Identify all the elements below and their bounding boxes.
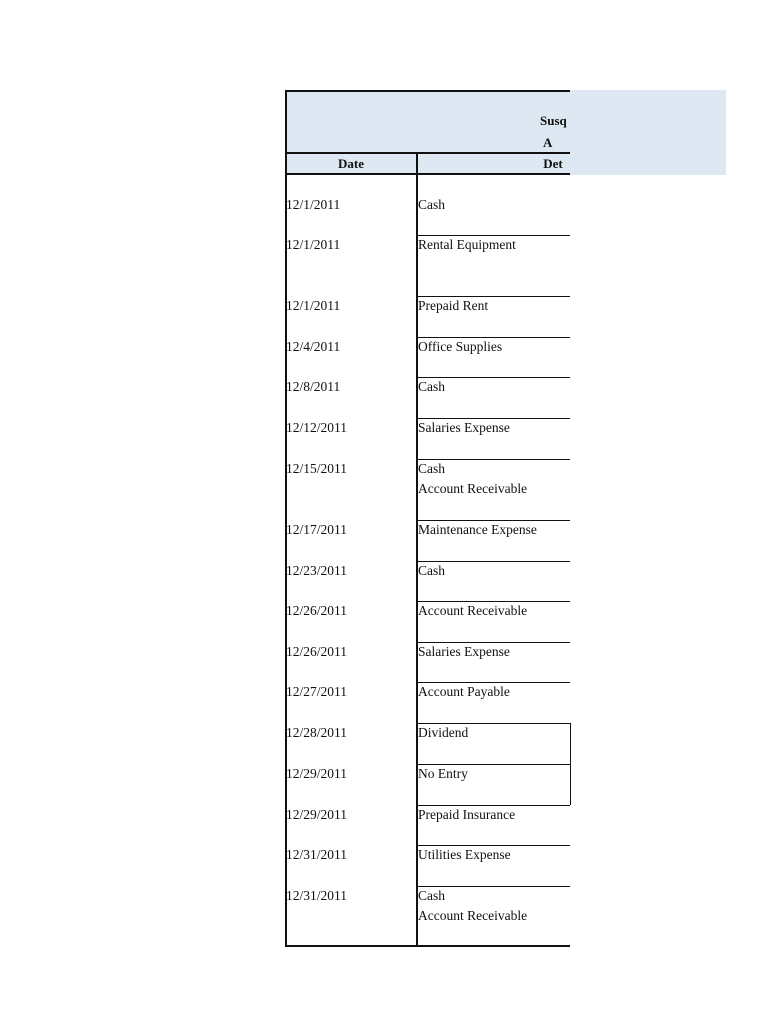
- row-description: [418, 682, 510, 702]
- row-date: 12/28/2011: [286, 725, 348, 740]
- row-date: 12/1/2011: [286, 298, 341, 313]
- row-right-border: [570, 723, 571, 805]
- account-name: Salaries Expense: [418, 420, 510, 435]
- header-divider: [285, 152, 570, 154]
- row-description: [418, 459, 527, 499]
- row-date: 12/31/2011: [286, 847, 348, 862]
- account-name: Account Receivable: [418, 481, 528, 496]
- account-name: No Entry: [418, 766, 468, 781]
- row-description: [418, 642, 510, 662]
- row-date: 12/17/2011: [286, 522, 348, 537]
- row-description: [418, 845, 511, 865]
- account-name: Prepaid Insurance: [418, 807, 516, 822]
- row-date: 12/1/2011: [286, 197, 341, 212]
- row-description: [418, 561, 445, 581]
- row-date: 12/27/2011: [286, 684, 348, 699]
- row-description: [418, 520, 537, 540]
- account-name: Account Receivable: [418, 908, 528, 923]
- row-description: [418, 235, 516, 255]
- account-name: Office Supplies: [418, 339, 503, 354]
- column-header-date: Date: [338, 156, 364, 171]
- row-date: 12/23/2011: [286, 563, 348, 578]
- account-name: Cash: [418, 563, 445, 578]
- account-name: Dividend: [418, 725, 469, 740]
- account-name: Rental Equipment: [418, 237, 516, 252]
- row-date: 12/15/2011: [286, 461, 348, 476]
- account-name: Cash: [418, 461, 445, 476]
- row-description: [418, 296, 488, 316]
- row-date: 12/12/2011: [286, 420, 348, 435]
- row-description: [418, 377, 445, 397]
- row-description: [418, 418, 510, 438]
- title-line-2: A: [543, 135, 553, 150]
- row-description: [418, 805, 515, 825]
- row-description: [418, 601, 527, 621]
- table-bottom-border: [285, 945, 570, 947]
- row-description: [418, 886, 527, 926]
- account-name: Maintenance Expense: [418, 522, 537, 537]
- row-date: 12/31/2011: [286, 888, 348, 903]
- row-description: [418, 195, 445, 215]
- column-header-divider: [285, 173, 570, 175]
- account-name: Prepaid Rent: [418, 298, 489, 313]
- row-date: 12/1/2011: [286, 237, 341, 252]
- row-description: [418, 337, 502, 357]
- account-name: Salaries Expense: [418, 644, 510, 659]
- row-description: [418, 764, 468, 784]
- account-name: Utilities Expense: [418, 847, 511, 862]
- row-description: [418, 723, 468, 743]
- row-date: 12/29/2011: [286, 807, 348, 822]
- account-name: Account Payable: [418, 684, 510, 699]
- column-header-description-label: Det: [543, 156, 563, 171]
- column-divider: [416, 152, 418, 947]
- row-date: 12/8/2011: [286, 379, 341, 394]
- row-date: 12/29/2011: [286, 766, 348, 781]
- account-name: Cash: [418, 888, 445, 903]
- table-top-border: [285, 90, 570, 92]
- title-line-1: Susq: [540, 113, 567, 128]
- row-date: 12/26/2011: [286, 644, 348, 659]
- row-date: 12/4/2011: [286, 339, 341, 354]
- row-date: 12/26/2011: [286, 603, 348, 618]
- account-name: Account Receivable: [418, 603, 528, 618]
- account-name: Cash: [418, 379, 445, 394]
- account-name: Cash: [418, 197, 445, 212]
- column-header-description: [418, 154, 570, 173]
